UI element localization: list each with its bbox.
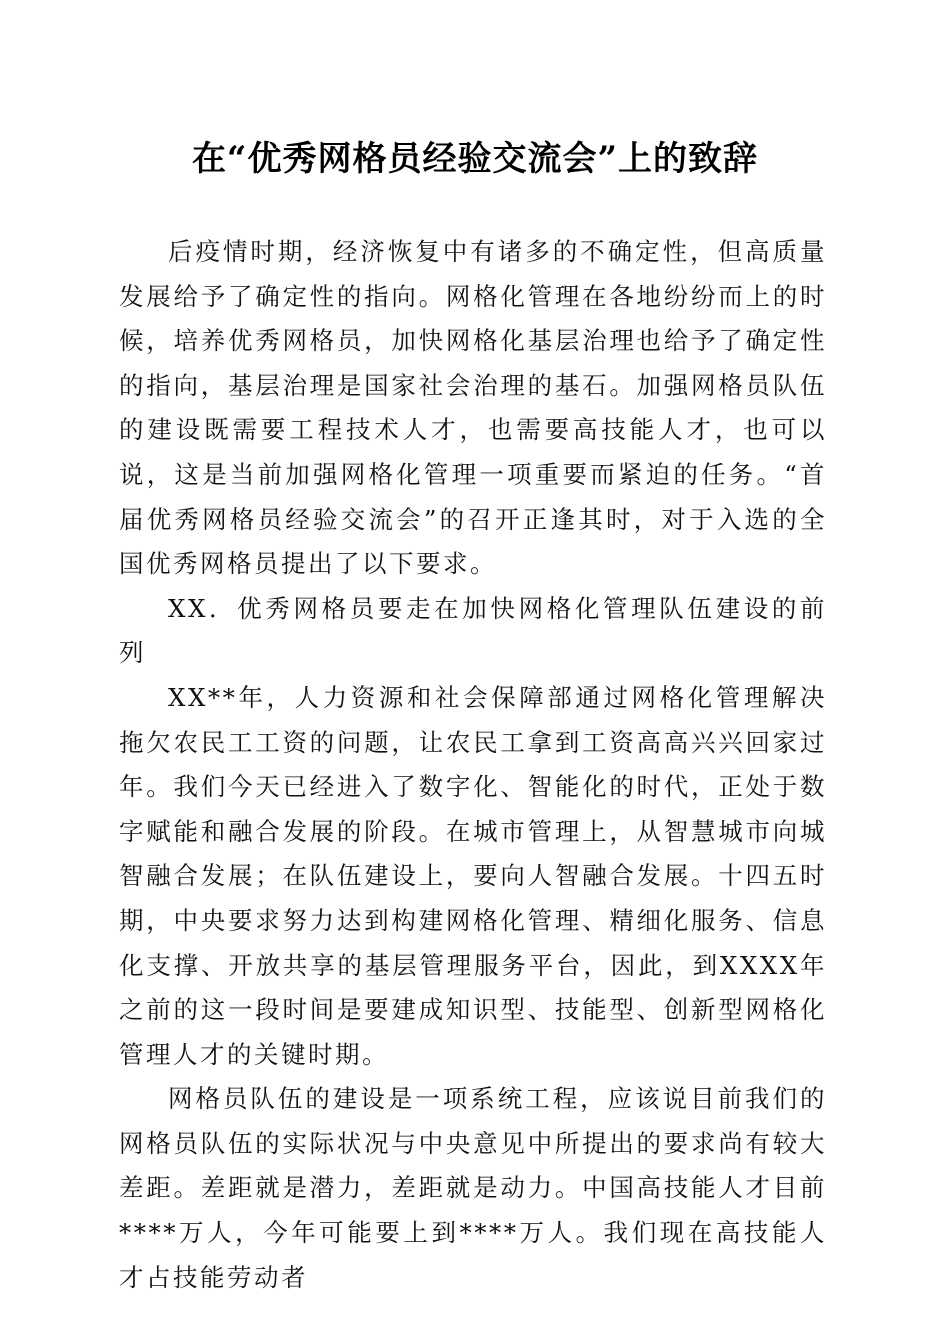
document-title: 在“优秀网格员经验交流会”上的致辞 — [191, 139, 759, 179]
section-heading: XX．优秀网格员要走在加快网格化管理队伍建设的前列 — [119, 593, 827, 668]
paragraph-policy: XX**年，人力资源和社会保障部通过网格化管理解决拖欠农民工工资的问题，让农民工拿到工资高高兴兴回家过年。我们今天已经进入了数字化、智能化的时代，正处于数字赋能和融合发展的阶段。在城市管理上，从智慧城市向城智融合发展；在队伍建设上，要向人智融合发展。十四五时期，中央要求努力达到构建网格化管理、精细化服务、信息化支撑、开放共享的基层管理服务平台，因此，到XXXX年之前的这一段时间是要建成知识型、技能型、创新型网格化管理人才的关键时期。 — [119, 682, 827, 1069]
document-body — [119, 230, 827, 1300]
paragraph-gap: 网格员队伍的建设是一项系统工程，应该说目前我们的网格员队伍的实际状况与中央意见中所提出的要求尚有较大差距。差距就是潜力，差距就是动力。中国高技能人才目前****万人，今年可能要上到****万人。我们现在高技能人才占技能劳动者 — [119, 1084, 827, 1292]
paragraph-intro: 后疫情时期，经济恢复中有诸多的不确定性，但高质量发展给予了确定性的指向。网格化管理在各地纷纷而上的时候，培养优秀网格员，加快网格化基层治理也给予了确定性的指向，基层治理是国家社会治理的基石。加强网格员队伍的建设既需要工程技术人才，也需要高技能人才，也可以说，这是当前加强网格化管理一项重要而紧迫的任务。“首届优秀网格员经验交流会”的召开正逢其时，对于入选的全国优秀网格员提出了以下要求。 — [119, 237, 827, 579]
